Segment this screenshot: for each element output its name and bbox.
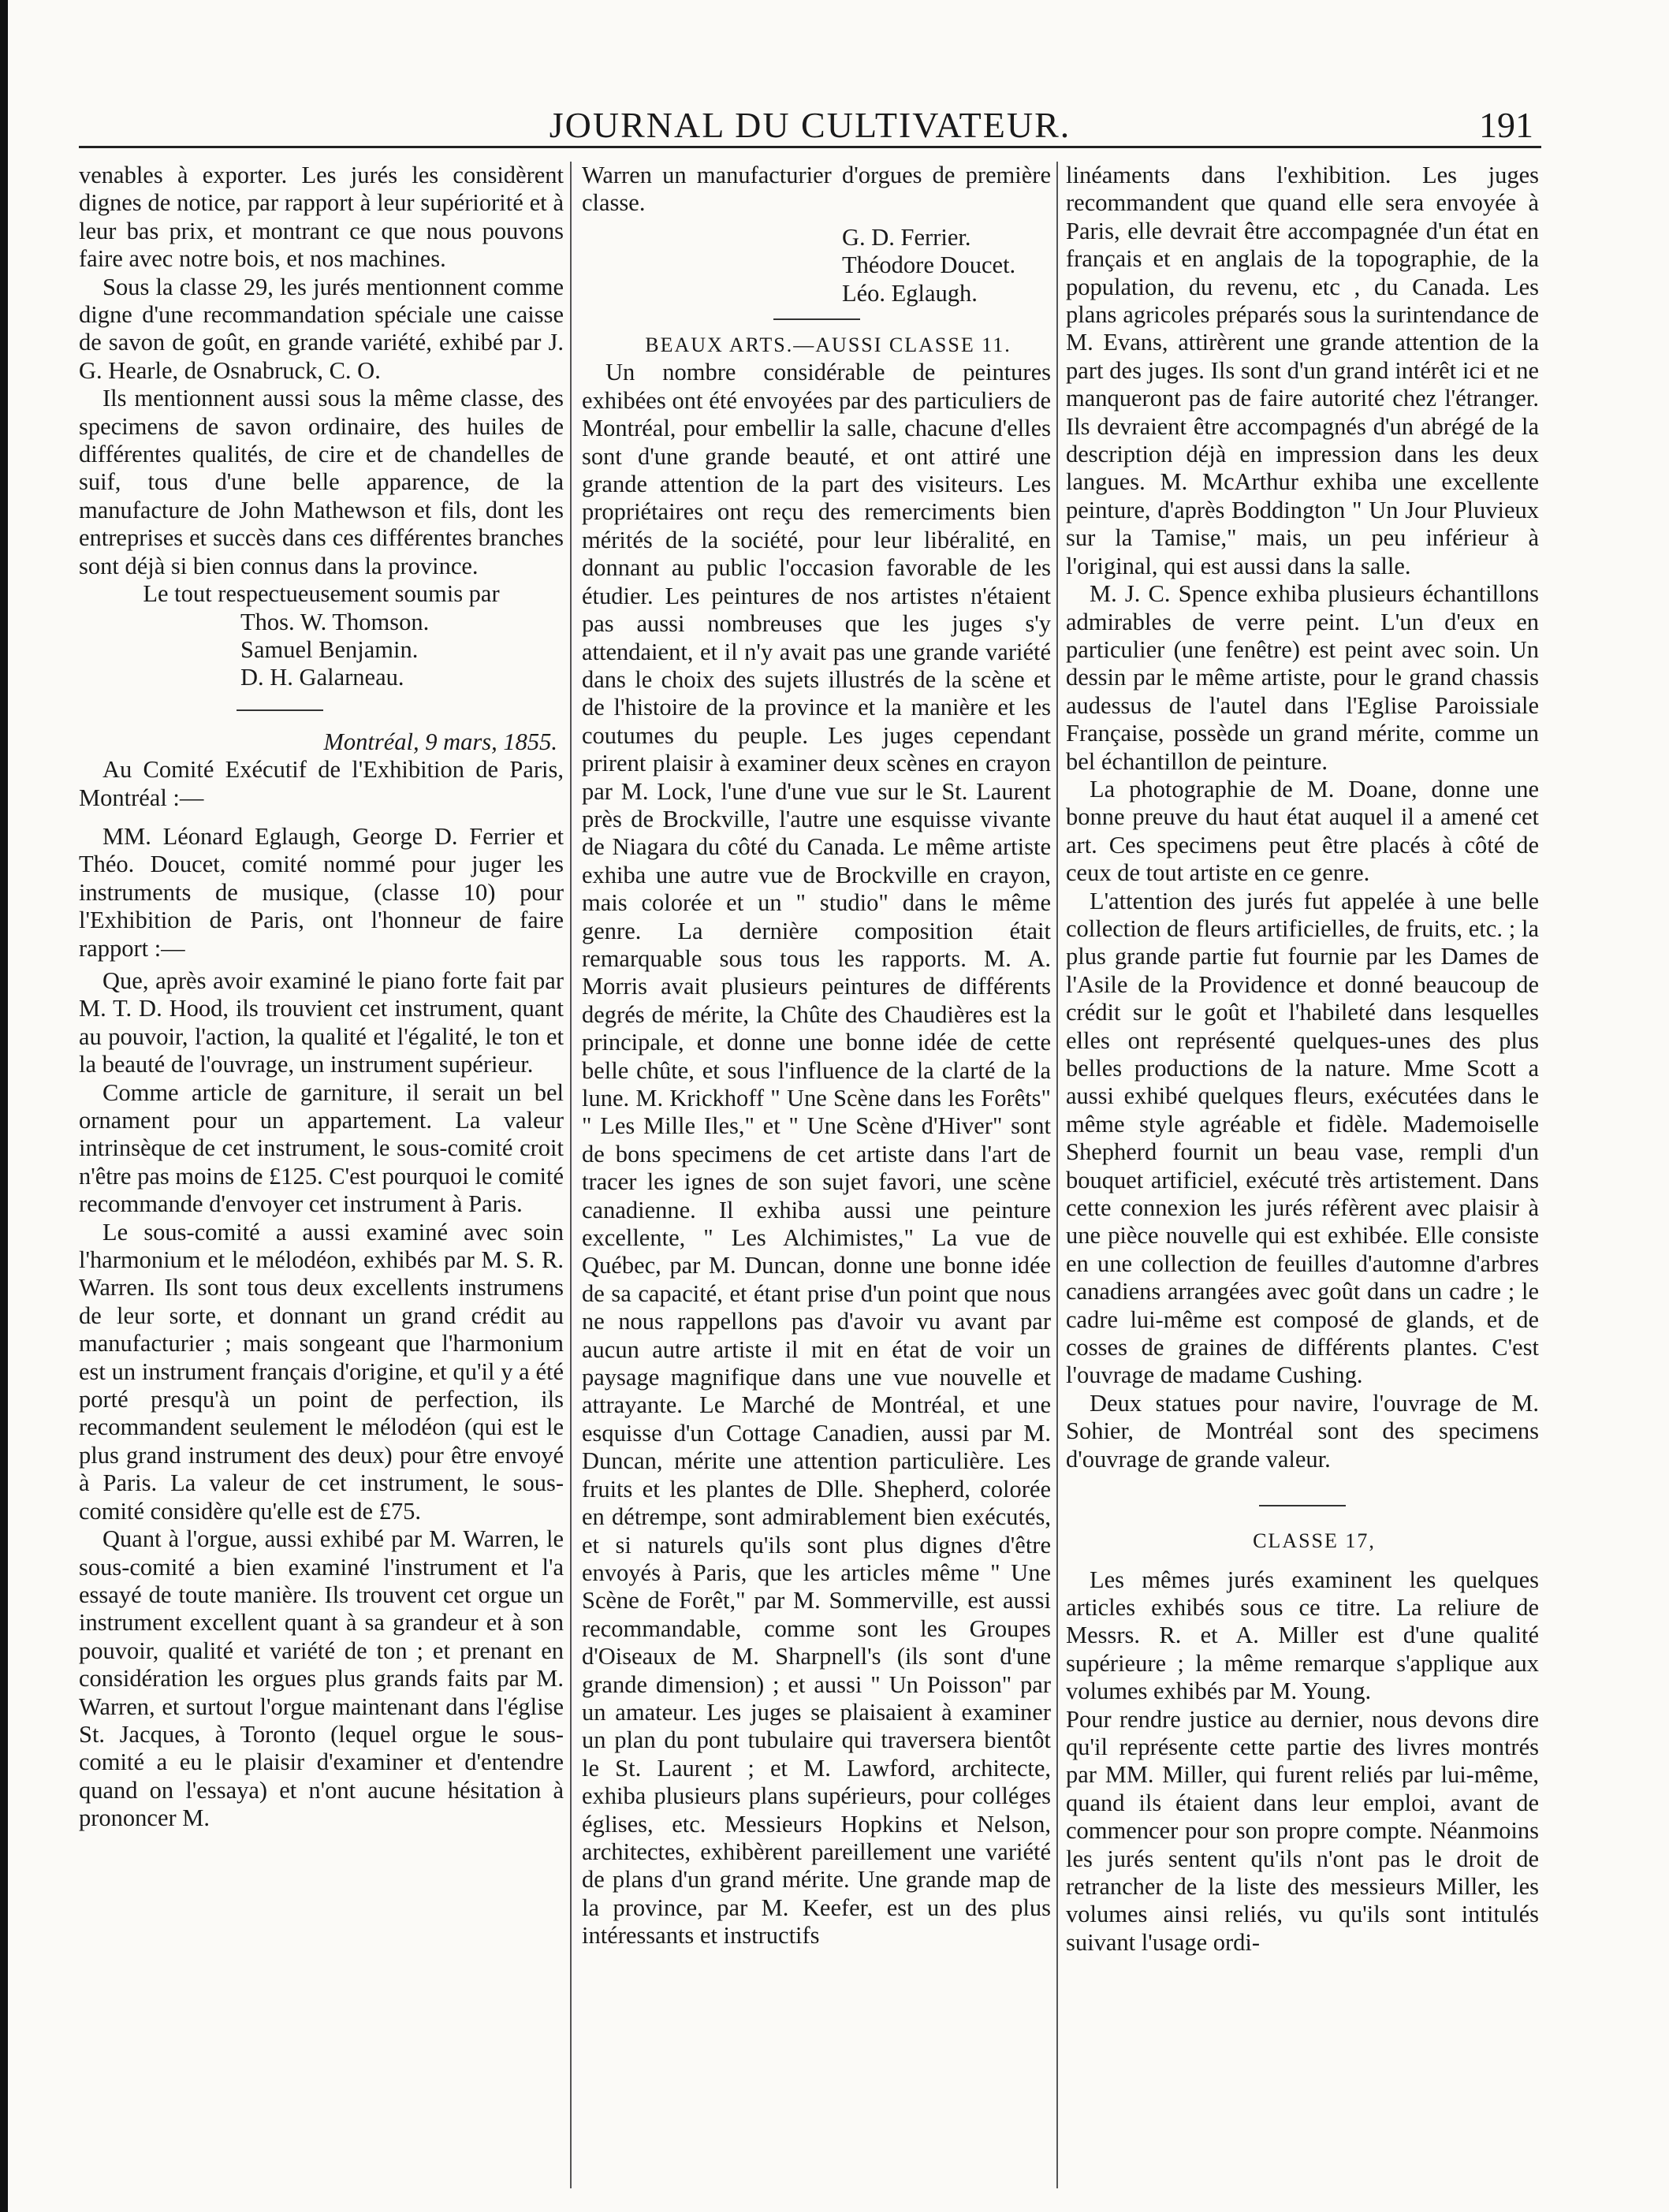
- right-column: [1066, 162, 1539, 2188]
- letter-address: Au Comité Exécutif de l'Exhibition de Paris, Montréal :—: [79, 756, 564, 811]
- dateline: Montréal, 9 mars, 1855.: [323, 728, 557, 755]
- paragraph: Ils mentionnent aussi sous la même classe, des specimens de savon ordinaire, des huiles de différentes qualités, de cire et de chandelles de suif, tous d'une belle apparence, de la manufacture de John Mathewson et fils, dont les entreprises et succès dans ces différentes branches sont déjà si bien connus dans la province.: [79, 385, 564, 579]
- paragraph: M. J. C. Spence exhiba plusieurs échantillons admirables de verre peint. L'un d'eux en particulier (une fenêtre) est peint avec soin. Un dessin par le même artiste, pour le grand chassis audessus de l'autel dans l'Eglise Paroissiale Française, possède un grand mérite, comme un bel échantillon de peinture.: [1066, 580, 1539, 775]
- signature: G. D. Ferrier.: [842, 223, 971, 251]
- page-header: [79, 93, 1541, 148]
- paragraph: Comme article de garniture, il serait un bel ornament pour un appartement. La valeur intrinsèque de cet instrument, le sous-comité croit n'être pas moins de £125. C'est pourquoi le comité recommande d'envoyer cet instrument à Paris.: [79, 1078, 564, 1218]
- paragraph: Sous la classe 29, les jurés mentionnent comme digne d'une recommandation spéciale une caisse de savon de goût, en grande variété, exhibé par J. G. Hearle, de Osnabruck, C. O.: [79, 273, 564, 384]
- section-heading: BEAUX ARTS.—AUSSI CLASSE 11.: [645, 333, 1011, 357]
- paragraph: Un nombre considérable de peintures exhibées ont été envoyées par des particuliers de Montréal, pour embellir la salle, chacune d'elles sont d'une grande beauté, et ont attiré une grande attention de la part des visiteurs. Les propriétaires ont reçu des remerciments bien mérités de la société, pour leur libéralité, en donnant au public l'occasion favorable de les étudier. Les peintures de nos artistes n'étaient pas aussi nombreuses que les juges s'y attendaient, et il n'y avait pas une grande variété dans le choix des sujets illustrés de la scène et de l'histoire de la province et la manière et les coutumes du peuple. Les juges cependant prirent plaisir à examiner deux scènes en crayon par M. Lock, l'une d'une vue sur le St. Laurent près de Brockville, l'autre une esquisse vivante de Niagara du côté du Canada. Le même artiste exhiba une autre vue de Brockville en crayon, mais colorée et un " studio" dans le même genre. La dernière composition était remarquable sous tous les rapports. M. A. Morris avait plusieurs peintures de différents degrés de mérite, la Chûte des Chaudières est la principale, et donne une bonne idée de cette belle chûte, et sous l'influence de la clarté de la lune. M. Krickhoff " Une Scène dans les Forêts" " Les Mille Iles," et " Une Scène d'Hiver" sont de bons specimens de cet artiste dans l'art de tracer les ignes de son sujet favori, une scène canadienne. Il exhiba aussi une peinture excellente, " Les Alchimistes," La vue de Québec, par M. Duncan, donne une bonne idée de sa capacité, et étant prise d'un point que nous ne nous rappellons pas d'avoir vu avant par aucun autre artiste il mit en état de voir un paysage magnifique dans une vue nouvelle et attrayante. Le Marché de Montréal, et une esquisse d'un Cottage Canadien, aussi par M. Duncan, mérite une attention particulière. Les fruits et les plantes de Dlle. Shepherd, colorée en détrempe, sont admirablement bien exécutés, et si naturels qu'ils sont plus dignes d'être envoyés à Paris, que les articles même " Une Scène de Forêt," par M. Sommerville, est aussi recommandable, comme sont les Groupes d'Oiseaux de M. Sharpnell's (ils sont d'une grande dimension) ; et aussi " Un Poisson" par un amateur. Les juges se plaisaient à examiner un plan du pont tubulaire qui traversera bientôt le St. Laurent ; et M. Lawford, architecte, exhiba plusieurs plans supérieurs, pour colléges églises, etc. Messieurs Hopkins et Nelson, architectes, exhibèrent pareillement une variété de plans d'un grand mérite. Une grande map de la province, par M. Keefer, est un des plus intéressants et instructifs: [582, 359, 1051, 1949]
- section-rule: [237, 709, 323, 711]
- signature: Thos. W. Thomson.: [240, 608, 430, 635]
- signature: D. H. Galarneau.: [240, 664, 404, 691]
- signature-block: [582, 224, 1051, 307]
- paragraph: La photographie de M. Doane, donne une bonne preuve du haut état auquel il a amené cet art. Ces specimens peut être placés à côté de ceux de tout artiste en ce genre.: [1066, 775, 1539, 887]
- section-rule: [1259, 1505, 1346, 1506]
- left-column: [79, 162, 564, 2188]
- paragraph: Que, après avoir examiné le piano forte fait par M. T. D. Hood, ils trouvient cet instrument, quant au pouvoir, l'action, la qualité et l'égalité, le ton et la beauté de l'ouvrage, un instrument supérieur.: [79, 966, 564, 1078]
- page-number: 191: [1479, 105, 1533, 145]
- report-closing: Le tout respectueusement soumis par: [143, 580, 500, 608]
- paragraph: Warren un manufacturier d'orgues de première classe.: [582, 162, 1051, 217]
- running-head: JOURNAL DU CULTIVATEUR.: [549, 105, 1071, 145]
- paragraph: Quant à l'orgue, aussi exhibé par M. Warren, le sous-comité a bien examiné l'instrument et l'a essayé de toute manière. Ils trouvent cet orgue un instrument excellent quant à sa grandeur et à son pouvoir, qualité et variété de ton ; et prenant en considération les orgues plus grands faits par M. Warren, et surtout l'orgue maintenant dans l'église St. Jacques, à Toronto (lequel orgue le sous-comité a eu le plaisir d'examiner et d'entendre quand on l'essaya) et n'ont aucune hésitation à prononcer M.: [79, 1525, 564, 1832]
- signature: Samuel Benjamin.: [240, 635, 419, 663]
- paragraph: MM. Léonard Eglaugh, George D. Ferrier et Théo. Doucet, comité nommé pour juger les instruments de musique, (classe 10) pour l'Exhibition de Paris, ont l'honneur de faire rapport :—: [79, 822, 564, 962]
- signature: Léo. Eglaugh.: [842, 279, 978, 307]
- paragraph: Pour rendre justice au dernier, nous devons dire qu'il représente cette partie des livres montrés par MM. Miller, qui furent reliés par lui-même, quand ils étaient dans leur emploi, avant de commencer pour son propre compte. Néanmoins les jurés sentent qu'ils n'ont pas le droit de retrancher de la liste des messieurs Miller, les volumes ainsi reliés, vu qu'ils sont intitulés suivant l'usage ordi-: [1066, 1705, 1539, 1956]
- paragraph: Les mêmes jurés examinent les quelques articles exhibés sous ce titre. La reliure de Messrs. R. et A. Miller est d'une qualité supérieure ; la même remarque s'applique aux volumes exhibés par M. Young.: [1066, 1566, 1539, 1705]
- paragraph: Le sous-comité a aussi examiné avec soin l'harmonium et le mélodéon, exhibés par M. S. R. Warren. Ils sont tous deux excellents instrumens de leur sorte, et donnant un grand crédit au manufacturier ; mais songeant que l'harmonium est un instrument français d'origine, et qu'il y a été porté presqu'à un point de perfection, ils recommandent seulement le mélodéon (qui est le plus grand instrument des deux) pour être envoyé à Paris. La valeur de cet instrument, le sous-comité considère qu'elle est de £75.: [79, 1218, 564, 1525]
- middle-column: [582, 162, 1051, 2188]
- paragraph: linéaments dans l'exhibition. Les juges recommandent que quand elle sera envoyée à Paris, elle devrait être accompagnée d'un état en français et en anglais de la topographie, de la population, du revenu, etc , du Canada. Les plans agricoles préparés sous la surintendance de M. Evans, attirèrent une grande attention de la part des juges. Ils sont d'un grand intérêt ici et ne manqueront pas de faire autorité chez l'étranger. Ils devraient être accompagnés d'un abrégé de la description déjà en impression dans les deux langues. M. McArthur exhiba une excellente peinture, d'après Boddington " Un Jour Pluvieux sur la Tamise," mais, un peu inférieur à l'original, qui est aussi dans la salle.: [1066, 162, 1539, 579]
- section-heading: CLASSE 17,: [1253, 1529, 1376, 1553]
- section-rule: [773, 318, 860, 320]
- signature-block: [79, 609, 564, 692]
- column-divider: [570, 162, 572, 2188]
- paragraph: venables à exporter. Les jurés les considèrent dignes de notice, par rapport à leur supériorité et à leur bas prix, et montrant ce que nous pouvons faire avec notre bois, et nos machines.: [79, 162, 564, 273]
- paragraph: L'attention des jurés fut appelée à une belle collection de fleurs artificielles, de fruits, etc. ; la plus grande partie fut fournie par les Dames de l'Asile de la Providence et donné beaucoup de crédit sur le goût et l'habileté dans lesquelles elles ont représenté quelques-unes des plus belles productions de la nature. Mme Scott a aussi exhibé quelques fleurs, exécutées dans le même style agréable et fidèle. Mademoiselle Shepherd fournit un beau vase, rempli d'un bouquet artificiel, exécuté très artistement. Dans cette connexion les jurés réfèrent avec plaisir à une pièce nouvelle qui est exhibée. Elle consiste en une collection de feuilles d'automne d'arbres canadiens arrangées avec goût dans un cadre ; le cadre lui-même est composé de glands, et de cosses de graines de différents plantes. C'est l'ouvrage de madame Cushing.: [1066, 887, 1539, 1389]
- column-divider: [1056, 162, 1058, 2188]
- header-rule: [79, 146, 1541, 148]
- paragraph: Deux statues pour navire, l'ouvrage de M. Sohier, de Montréal sont des specimens d'ouvrage de grande valeur.: [1066, 1389, 1539, 1473]
- page-binding-edge: [0, 0, 8, 2212]
- signature: Théodore Doucet.: [842, 251, 1016, 279]
